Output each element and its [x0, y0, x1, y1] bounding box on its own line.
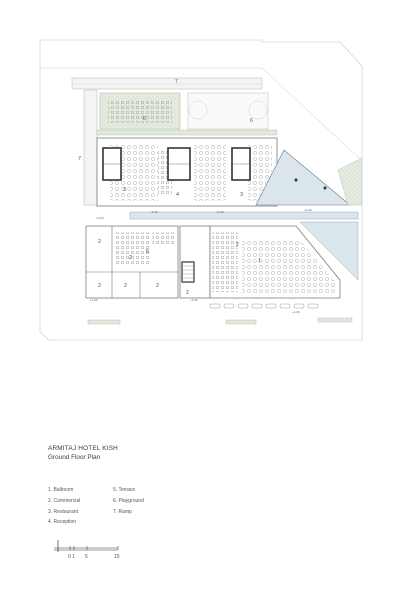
- commercial-g-label: 2: [236, 242, 239, 248]
- commercial-c-label: 2: [124, 283, 128, 289]
- scale-label-0-1: 0 1: [68, 554, 75, 560]
- commercial-f-label: 2: [186, 290, 189, 296]
- hedge-bottom-b: [226, 320, 256, 324]
- level-f: +1.00: [190, 298, 198, 302]
- commercial-a-label: 2: [98, 239, 102, 245]
- commercial-e-label: 2: [129, 255, 133, 261]
- hedge-bottom-c: [318, 318, 352, 322]
- level-d: +0.00: [96, 216, 104, 220]
- legend-item: 5. Terrace: [113, 487, 136, 493]
- playground-b-label: 6: [250, 118, 253, 124]
- playground-a-label: 6: [143, 116, 146, 122]
- level-c: +1.00: [304, 208, 312, 212]
- ramp-top-strip: [72, 78, 262, 89]
- playground-b: [188, 93, 268, 129]
- ramp-label-side: 7: [78, 156, 82, 162]
- level-b: +1.00: [216, 210, 224, 214]
- legend-item: 6. Playground: [113, 497, 144, 504]
- parking-row: [210, 304, 318, 308]
- legend: [48, 485, 248, 529]
- ramp-label-top: 7: [175, 79, 178, 85]
- level-a: +1.00: [150, 210, 158, 214]
- hedge-bottom-a: [88, 320, 120, 324]
- plan-title: ARMITAJ HOTEL KISH: [48, 445, 118, 452]
- scale-bar-graphic: [48, 538, 138, 554]
- ballroom-label: 1: [258, 258, 262, 264]
- level-g: +1.00: [292, 310, 300, 314]
- level-e: +1.00: [90, 298, 98, 302]
- restaurant-b-label: 3: [240, 192, 244, 198]
- water-channel: [130, 212, 358, 219]
- legend-item: 2. Commercial: [48, 497, 81, 504]
- legend-item: 1. Ballroom: [48, 487, 74, 493]
- scale-bar: [48, 538, 138, 568]
- commercial-d-label: 2: [156, 283, 160, 289]
- plan-subtitle: Ground Floor Plan: [48, 454, 101, 461]
- reception-label: 4: [176, 192, 180, 198]
- terrace-label: 5: [146, 249, 150, 255]
- scale-label-5: 5: [85, 554, 88, 560]
- legend-item: 7. Ramp: [113, 508, 132, 515]
- legend-item: 4. Reception: [48, 519, 77, 526]
- hedge-row: [97, 130, 277, 135]
- scale-label-15: 15: [114, 554, 120, 560]
- commercial-b-label: 2: [98, 283, 102, 289]
- restaurant-a-label: 3: [123, 187, 127, 193]
- title-block: [48, 444, 348, 462]
- ramp-side-strip: [84, 90, 97, 205]
- legend-item: 3. Restaurant: [48, 508, 79, 515]
